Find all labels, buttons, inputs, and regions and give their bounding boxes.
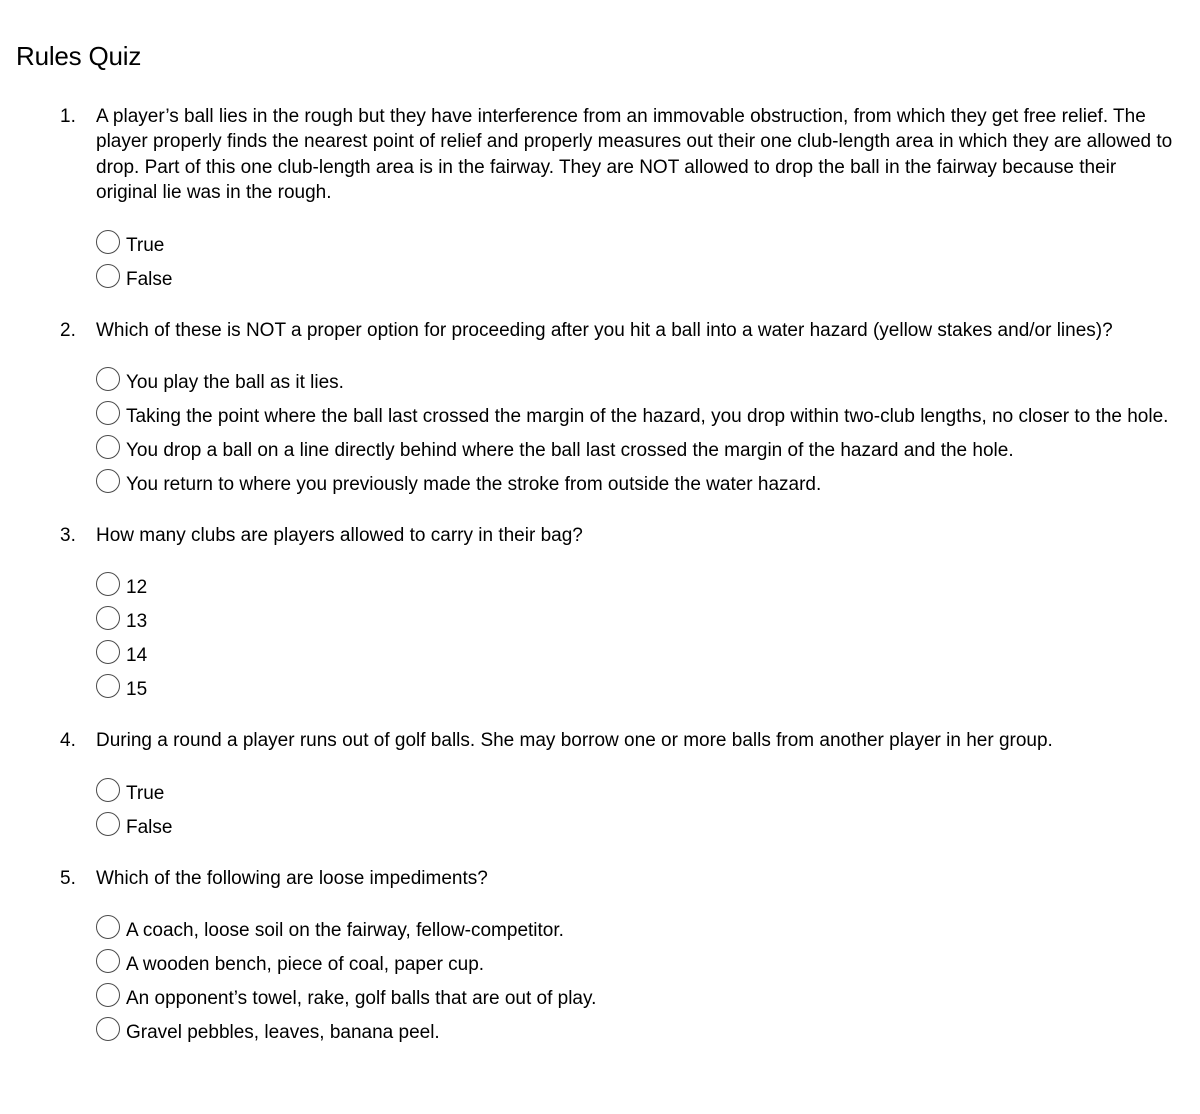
answer-options xyxy=(96,570,1200,706)
question-number: 2. xyxy=(60,319,76,341)
radio-button[interactable] xyxy=(96,435,120,459)
question-text: A player’s ball lies in the rough but they have interference from an immovable obstruction, from which they get free relief. The player properly finds the nearest point of relief and properly measures out their one club-length area in which they are allowed to drop. Part of this one club-length area is in the fairway. They are NOT allowed to drop the ball in the fairway because their original lie was in the rough. xyxy=(96,106,1173,204)
question-4 xyxy=(0,728,1200,843)
radio-button[interactable] xyxy=(96,572,120,596)
answer-options xyxy=(96,913,1200,1049)
question-number: 4. xyxy=(60,730,76,752)
answer-option-label: 14 xyxy=(126,645,148,667)
question-text: During a round a player runs out of golf balls. She may borrow one or more balls from another player in her group. xyxy=(96,730,1053,752)
radio-button[interactable] xyxy=(96,606,120,630)
answer-options xyxy=(96,228,1200,296)
radio-button[interactable] xyxy=(96,367,120,391)
radio-button[interactable] xyxy=(96,401,120,425)
answer-option[interactable] xyxy=(96,947,1196,981)
answer-option[interactable] xyxy=(96,262,1196,296)
answer-option-label: Taking the point where the ball last crossed the margin of the hazard, you drop within two-club lengths, no closer to the hole. xyxy=(126,406,1169,428)
answer-option[interactable] xyxy=(96,433,1196,467)
answer-option[interactable] xyxy=(96,638,1196,672)
question-list xyxy=(0,104,1200,1071)
answer-option-label: You play the ball as it lies. xyxy=(126,372,344,394)
question-3 xyxy=(0,523,1200,706)
question-1 xyxy=(0,104,1200,296)
answer-option-label: A wooden bench, piece of coal, paper cup. xyxy=(126,954,485,976)
radio-button[interactable] xyxy=(96,778,120,802)
answer-option-label: True xyxy=(126,782,165,804)
answer-option[interactable] xyxy=(96,365,1196,399)
answer-option[interactable] xyxy=(96,1015,1196,1049)
answer-option[interactable] xyxy=(96,228,1196,262)
question-text: Which of these is NOT a proper option for proceeding after you hit a ball into a water hazard (yellow stakes and/or lines)? xyxy=(96,319,1113,341)
answer-option-label: 15 xyxy=(126,679,148,701)
question-2 xyxy=(0,318,1200,501)
answer-option[interactable] xyxy=(96,399,1196,433)
answer-option-label: False xyxy=(126,816,173,838)
answer-option-label: Gravel pebbles, leaves, banana peel. xyxy=(126,1022,440,1044)
answer-option-label: You drop a ball on a line directly behind where the ball last crossed the margin of the hazard and the hole. xyxy=(126,440,1014,462)
answer-option-label: A coach, loose soil on the fairway, fellow-competitor. xyxy=(126,920,564,942)
question-number: 5. xyxy=(60,867,76,889)
answer-option[interactable] xyxy=(96,570,1196,604)
radio-button[interactable] xyxy=(96,674,120,698)
answer-option[interactable] xyxy=(96,913,1196,947)
question-text: Which of the following are loose impediments? xyxy=(96,867,488,889)
answer-option-label: 13 xyxy=(126,611,148,633)
radio-button[interactable] xyxy=(96,1017,120,1041)
radio-button[interactable] xyxy=(96,915,120,939)
answer-option-label: True xyxy=(126,234,165,256)
answer-option[interactable] xyxy=(96,604,1196,638)
radio-button[interactable] xyxy=(96,812,120,836)
answer-options xyxy=(96,776,1200,844)
radio-button[interactable] xyxy=(96,230,120,254)
radio-button[interactable] xyxy=(96,983,120,1007)
question-5 xyxy=(0,866,1200,1049)
answer-option-label: An opponent’s towel, rake, golf balls that are out of play. xyxy=(126,988,597,1010)
question-number: 1. xyxy=(60,106,76,127)
radio-button[interactable] xyxy=(96,469,120,493)
answer-option[interactable] xyxy=(96,810,1196,844)
answer-option-label: You return to where you previously made the stroke from outside the water hazard. xyxy=(126,474,822,496)
question-number: 3. xyxy=(60,525,76,547)
answer-option[interactable] xyxy=(96,467,1196,501)
question-text: How many clubs are players allowed to carry in their bag? xyxy=(96,525,583,547)
radio-button[interactable] xyxy=(96,640,120,664)
answer-options xyxy=(96,365,1200,501)
answer-option[interactable] xyxy=(96,981,1196,1015)
answer-option[interactable] xyxy=(96,776,1196,810)
page-title: Rules Quiz xyxy=(16,41,142,71)
radio-button[interactable] xyxy=(96,264,120,288)
answer-option-label: 12 xyxy=(126,577,148,599)
radio-button[interactable] xyxy=(96,949,120,973)
answer-option-label: False xyxy=(126,268,173,290)
answer-option[interactable] xyxy=(96,672,1196,706)
